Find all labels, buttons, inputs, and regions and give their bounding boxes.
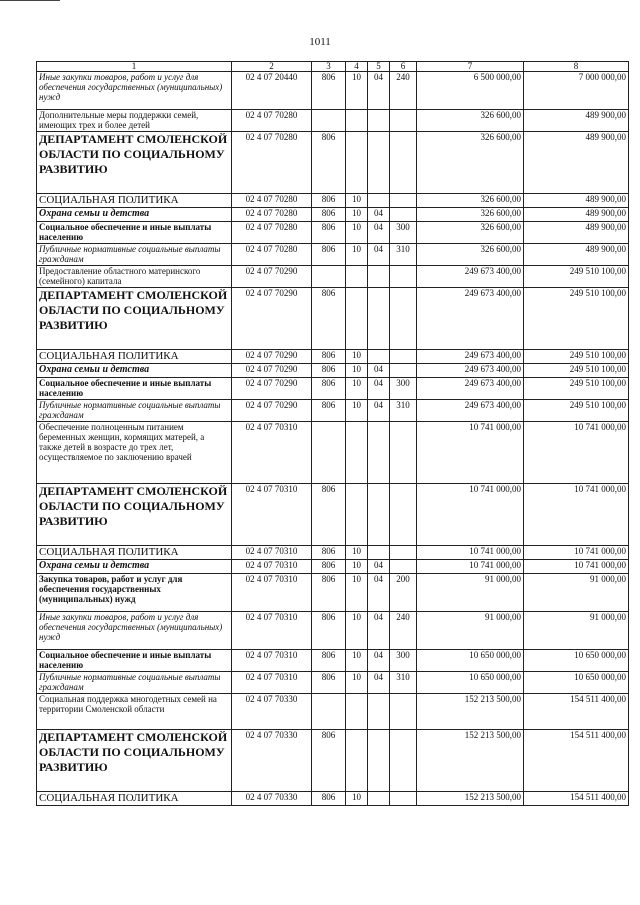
table-row bbox=[37, 422, 629, 484]
expense-type-code bbox=[390, 132, 417, 194]
amount-year-2: 154 511 400,00 bbox=[524, 730, 629, 792]
ministry-code: 806 bbox=[312, 194, 346, 208]
ministry-code: 806 bbox=[312, 350, 346, 364]
expense-type-code: 300 bbox=[390, 222, 417, 244]
amount-year-2: 249 510 100,00 bbox=[524, 288, 629, 350]
table-row bbox=[37, 612, 629, 650]
row-name: Социальное обеспечение и иные выплаты населению bbox=[37, 378, 232, 400]
section-code: 10 bbox=[346, 364, 368, 378]
amount-year-1: 10 650 000,00 bbox=[417, 672, 524, 694]
subsection-code bbox=[368, 194, 390, 208]
table-row bbox=[37, 244, 629, 266]
amount-year-2: 10 650 000,00 bbox=[524, 672, 629, 694]
expense-type-code bbox=[390, 364, 417, 378]
subsection-code: 04 bbox=[368, 574, 390, 612]
target-article-code: 02 4 07 70310 bbox=[232, 574, 312, 612]
amount-year-2: 10 741 000,00 bbox=[524, 484, 629, 546]
target-article-code: 02 4 07 70280 bbox=[232, 132, 312, 194]
target-article-code: 02 4 07 70330 bbox=[232, 792, 312, 806]
amount-year-1: 152 213 500,00 bbox=[417, 694, 524, 730]
table-row bbox=[37, 72, 629, 110]
amount-year-1: 152 213 500,00 bbox=[417, 730, 524, 792]
row-name: СОЦИАЛЬНАЯ ПОЛИТИКА bbox=[37, 546, 232, 560]
table-row bbox=[37, 132, 629, 194]
table-row bbox=[37, 364, 629, 378]
row-name: СОЦИАЛЬНАЯ ПОЛИТИКА bbox=[37, 792, 232, 806]
expense-type-code bbox=[390, 694, 417, 730]
expense-type-code bbox=[390, 110, 417, 132]
ministry-code: 806 bbox=[312, 730, 346, 792]
table-row bbox=[37, 484, 629, 546]
amount-year-2: 10 741 000,00 bbox=[524, 560, 629, 574]
column-header-row bbox=[37, 62, 629, 72]
column-header: 8 bbox=[524, 62, 629, 72]
subsection-code bbox=[368, 350, 390, 364]
amount-year-1: 326 600,00 bbox=[417, 132, 524, 194]
amount-year-1: 91 000,00 bbox=[417, 574, 524, 612]
amount-year-1: 249 673 400,00 bbox=[417, 288, 524, 350]
expense-type-code bbox=[390, 266, 417, 288]
column-header: 2 bbox=[232, 62, 312, 72]
amount-year-2: 249 510 100,00 bbox=[524, 266, 629, 288]
row-name: Социальное обеспечение и иные выплаты населению bbox=[37, 222, 232, 244]
subsection-code bbox=[368, 422, 390, 484]
expense-type-code bbox=[390, 422, 417, 484]
row-name: Социальная поддержка многодетных семей на территории Смоленской области bbox=[37, 694, 232, 730]
target-article-code: 02 4 07 20440 bbox=[232, 72, 312, 110]
ministry-code: 806 bbox=[312, 612, 346, 650]
target-article-code: 02 4 07 70290 bbox=[232, 266, 312, 288]
table-row bbox=[37, 694, 629, 730]
table-row bbox=[37, 650, 629, 672]
subsection-code bbox=[368, 694, 390, 730]
expense-type-code: 200 bbox=[390, 574, 417, 612]
ministry-code bbox=[312, 266, 346, 288]
row-name: Иные закупки товаров, работ и услуг для обеспечения государственных (муниципальных) нужд bbox=[37, 612, 232, 650]
amount-year-2: 489 900,00 bbox=[524, 194, 629, 208]
amount-year-1: 10 741 000,00 bbox=[417, 484, 524, 546]
row-name: ДЕПАРТАМЕНТ СМОЛЕНСКОЙ ОБЛАСТИ ПО СОЦИАЛЬНОМУ РАЗВИТИЮ bbox=[37, 288, 232, 350]
amount-year-2: 489 900,00 bbox=[524, 110, 629, 132]
subsection-code: 04 bbox=[368, 650, 390, 672]
table-row bbox=[37, 378, 629, 400]
expense-type-code bbox=[390, 730, 417, 792]
subsection-code bbox=[368, 110, 390, 132]
section-code bbox=[346, 694, 368, 730]
section-code: 10 bbox=[346, 560, 368, 574]
section-code bbox=[346, 110, 368, 132]
target-article-code: 02 4 07 70290 bbox=[232, 350, 312, 364]
row-name: ДЕПАРТАМЕНТ СМОЛЕНСКОЙ ОБЛАСТИ ПО СОЦИАЛЬНОМУ РАЗВИТИЮ bbox=[37, 484, 232, 546]
subsection-code bbox=[368, 266, 390, 288]
expense-type-code: 310 bbox=[390, 400, 417, 422]
row-name: СОЦИАЛЬНАЯ ПОЛИТИКА bbox=[37, 350, 232, 364]
expense-type-code: 240 bbox=[390, 72, 417, 110]
amount-year-1: 326 600,00 bbox=[417, 244, 524, 266]
target-article-code: 02 4 07 70310 bbox=[232, 650, 312, 672]
row-name: Закупка товаров, работ и услуг для обеспечения государственных (муниципальных) нужд bbox=[37, 574, 232, 612]
ministry-code: 806 bbox=[312, 792, 346, 806]
expense-type-code bbox=[390, 194, 417, 208]
amount-year-1: 152 213 500,00 bbox=[417, 792, 524, 806]
row-name: Охрана семьи и детства bbox=[37, 560, 232, 574]
row-name: Публичные нормативные социальные выплаты гражданам bbox=[37, 244, 232, 266]
section-code bbox=[346, 730, 368, 792]
row-name: Охрана семьи и детства bbox=[37, 364, 232, 378]
amount-year-1: 249 673 400,00 bbox=[417, 266, 524, 288]
row-name: ДЕПАРТАМЕНТ СМОЛЕНСКОЙ ОБЛАСТИ ПО СОЦИАЛЬНОМУ РАЗВИТИЮ bbox=[37, 132, 232, 194]
target-article-code: 02 4 07 70290 bbox=[232, 378, 312, 400]
column-header: 7 bbox=[417, 62, 524, 72]
ministry-code: 806 bbox=[312, 72, 346, 110]
column-header: 1 bbox=[37, 62, 232, 72]
amount-year-1: 249 673 400,00 bbox=[417, 378, 524, 400]
table-row bbox=[37, 730, 629, 792]
row-name: Публичные нормативные социальные выплаты гражданам bbox=[37, 672, 232, 694]
target-article-code: 02 4 07 70310 bbox=[232, 546, 312, 560]
section-code: 10 bbox=[346, 672, 368, 694]
expense-type-code: 310 bbox=[390, 672, 417, 694]
amount-year-2: 91 000,00 bbox=[524, 574, 629, 612]
subsection-code bbox=[368, 132, 390, 194]
amount-year-2: 10 741 000,00 bbox=[524, 422, 629, 484]
expense-type-code: 300 bbox=[390, 378, 417, 400]
table-row bbox=[37, 208, 629, 222]
section-code bbox=[346, 132, 368, 194]
ministry-code: 806 bbox=[312, 400, 346, 422]
row-name: Социальное обеспечение и иные выплаты населению bbox=[37, 650, 232, 672]
target-article-code: 02 4 07 70310 bbox=[232, 484, 312, 546]
target-article-code: 02 4 07 70290 bbox=[232, 288, 312, 350]
subsection-code: 04 bbox=[368, 378, 390, 400]
section-code bbox=[346, 266, 368, 288]
ministry-code: 806 bbox=[312, 244, 346, 266]
subsection-code: 04 bbox=[368, 672, 390, 694]
target-article-code: 02 4 07 70310 bbox=[232, 672, 312, 694]
expense-type-code bbox=[390, 288, 417, 350]
amount-year-2: 10 741 000,00 bbox=[524, 546, 629, 560]
expense-type-code bbox=[390, 208, 417, 222]
ministry-code bbox=[312, 694, 346, 730]
section-code: 10 bbox=[346, 208, 368, 222]
target-article-code: 02 4 07 70290 bbox=[232, 400, 312, 422]
expense-type-code bbox=[390, 484, 417, 546]
section-code: 10 bbox=[346, 350, 368, 364]
amount-year-2: 489 900,00 bbox=[524, 222, 629, 244]
subsection-code: 04 bbox=[368, 364, 390, 378]
section-code: 10 bbox=[346, 650, 368, 672]
section-code: 10 bbox=[346, 194, 368, 208]
amount-year-2: 249 510 100,00 bbox=[524, 400, 629, 422]
table-row bbox=[37, 672, 629, 694]
ministry-code: 806 bbox=[312, 546, 346, 560]
ministry-code: 806 bbox=[312, 650, 346, 672]
target-article-code: 02 4 07 70310 bbox=[232, 422, 312, 484]
table-row bbox=[37, 222, 629, 244]
row-name: Охрана семьи и детства bbox=[37, 208, 232, 222]
amount-year-2: 91 000,00 bbox=[524, 612, 629, 650]
target-article-code: 02 4 07 70290 bbox=[232, 364, 312, 378]
amount-year-1: 249 673 400,00 bbox=[417, 350, 524, 364]
target-article-code: 02 4 07 70280 bbox=[232, 222, 312, 244]
row-name: Дополнительные меры поддержки семей, имеющих трех и более детей bbox=[37, 110, 232, 132]
amount-year-1: 249 673 400,00 bbox=[417, 400, 524, 422]
row-name: Иные закупки товаров, работ и услуг для обеспечения государственных (муниципальных) нужд bbox=[37, 72, 232, 110]
amount-year-2: 249 510 100,00 bbox=[524, 364, 629, 378]
subsection-code: 04 bbox=[368, 222, 390, 244]
expense-type-code bbox=[390, 792, 417, 806]
expense-type-code: 300 bbox=[390, 650, 417, 672]
ministry-code: 806 bbox=[312, 672, 346, 694]
subsection-code: 04 bbox=[368, 612, 390, 650]
expense-type-code bbox=[390, 546, 417, 560]
subsection-code bbox=[368, 546, 390, 560]
amount-year-1: 10 741 000,00 bbox=[417, 422, 524, 484]
scan-edge-mark bbox=[0, 0, 60, 1]
expense-type-code: 310 bbox=[390, 244, 417, 266]
amount-year-1: 326 600,00 bbox=[417, 194, 524, 208]
section-code: 10 bbox=[346, 612, 368, 650]
target-article-code: 02 4 07 70330 bbox=[232, 730, 312, 792]
amount-year-2: 249 510 100,00 bbox=[524, 350, 629, 364]
column-header: 6 bbox=[390, 62, 417, 72]
subsection-code bbox=[368, 730, 390, 792]
target-article-code: 02 4 07 70280 bbox=[232, 244, 312, 266]
amount-year-2: 7 000 000,00 bbox=[524, 72, 629, 110]
amount-year-2: 249 510 100,00 bbox=[524, 378, 629, 400]
section-code: 10 bbox=[346, 546, 368, 560]
subsection-code: 04 bbox=[368, 208, 390, 222]
amount-year-2: 154 511 400,00 bbox=[524, 792, 629, 806]
subsection-code bbox=[368, 792, 390, 806]
amount-year-1: 91 000,00 bbox=[417, 612, 524, 650]
subsection-code: 04 bbox=[368, 244, 390, 266]
row-name: СОЦИАЛЬНАЯ ПОЛИТИКА bbox=[37, 194, 232, 208]
column-header: 3 bbox=[312, 62, 346, 72]
section-code: 10 bbox=[346, 222, 368, 244]
table-row bbox=[37, 792, 629, 806]
table-row bbox=[37, 560, 629, 574]
table-row bbox=[37, 110, 629, 132]
amount-year-1: 10 741 000,00 bbox=[417, 546, 524, 560]
ministry-code: 806 bbox=[312, 560, 346, 574]
expense-type-code: 240 bbox=[390, 612, 417, 650]
budget-table bbox=[36, 61, 629, 806]
table-row bbox=[37, 574, 629, 612]
section-code bbox=[346, 422, 368, 484]
expense-type-code bbox=[390, 350, 417, 364]
ministry-code bbox=[312, 110, 346, 132]
amount-year-1: 10 650 000,00 bbox=[417, 650, 524, 672]
ministry-code: 806 bbox=[312, 378, 346, 400]
subsection-code bbox=[368, 484, 390, 546]
amount-year-1: 10 741 000,00 bbox=[417, 560, 524, 574]
amount-year-1: 6 500 000,00 bbox=[417, 72, 524, 110]
table-row bbox=[37, 400, 629, 422]
ministry-code: 806 bbox=[312, 574, 346, 612]
table-row bbox=[37, 266, 629, 288]
ministry-code: 806 bbox=[312, 288, 346, 350]
subsection-code: 04 bbox=[368, 400, 390, 422]
ministry-code bbox=[312, 422, 346, 484]
target-article-code: 02 4 07 70310 bbox=[232, 612, 312, 650]
amount-year-2: 489 900,00 bbox=[524, 208, 629, 222]
section-code bbox=[346, 484, 368, 546]
page-number: 1011 bbox=[309, 36, 331, 48]
target-article-code: 02 4 07 70330 bbox=[232, 694, 312, 730]
amount-year-2: 10 650 000,00 bbox=[524, 650, 629, 672]
row-name: ДЕПАРТАМЕНТ СМОЛЕНСКОЙ ОБЛАСТИ ПО СОЦИАЛЬНОМУ РАЗВИТИЮ bbox=[37, 730, 232, 792]
amount-year-2: 154 511 400,00 bbox=[524, 694, 629, 730]
ministry-code: 806 bbox=[312, 222, 346, 244]
section-code: 10 bbox=[346, 400, 368, 422]
ministry-code: 806 bbox=[312, 484, 346, 546]
expense-type-code bbox=[390, 560, 417, 574]
amount-year-1: 326 600,00 bbox=[417, 222, 524, 244]
target-article-code: 02 4 07 70310 bbox=[232, 560, 312, 574]
ministry-code: 806 bbox=[312, 208, 346, 222]
section-code: 10 bbox=[346, 378, 368, 400]
section-code: 10 bbox=[346, 72, 368, 110]
column-header: 4 bbox=[346, 62, 368, 72]
section-code: 10 bbox=[346, 792, 368, 806]
section-code: 10 bbox=[346, 574, 368, 612]
table-row bbox=[37, 546, 629, 560]
row-name: Обеспечение полноценным питанием беременных женщин, кормящих матерей, а также детей в возрасте до трех лет, осуществляемое по заключению врачей bbox=[37, 422, 232, 484]
amount-year-1: 326 600,00 bbox=[417, 208, 524, 222]
table-row bbox=[37, 288, 629, 350]
table-row bbox=[37, 194, 629, 208]
subsection-code bbox=[368, 288, 390, 350]
amount-year-1: 249 673 400,00 bbox=[417, 364, 524, 378]
amount-year-1: 326 600,00 bbox=[417, 110, 524, 132]
amount-year-2: 489 900,00 bbox=[524, 132, 629, 194]
subsection-code: 04 bbox=[368, 72, 390, 110]
row-name: Предоставление областного материнского (семейного) капитала bbox=[37, 266, 232, 288]
amount-year-2: 489 900,00 bbox=[524, 244, 629, 266]
row-name: Публичные нормативные социальные выплаты гражданам bbox=[37, 400, 232, 422]
ministry-code: 806 bbox=[312, 132, 346, 194]
target-article-code: 02 4 07 70280 bbox=[232, 194, 312, 208]
subsection-code: 04 bbox=[368, 560, 390, 574]
ministry-code: 806 bbox=[312, 364, 346, 378]
target-article-code: 02 4 07 70280 bbox=[232, 110, 312, 132]
column-header: 5 bbox=[368, 62, 390, 72]
section-code bbox=[346, 288, 368, 350]
table-row bbox=[37, 350, 629, 364]
target-article-code: 02 4 07 70280 bbox=[232, 208, 312, 222]
section-code: 10 bbox=[346, 244, 368, 266]
